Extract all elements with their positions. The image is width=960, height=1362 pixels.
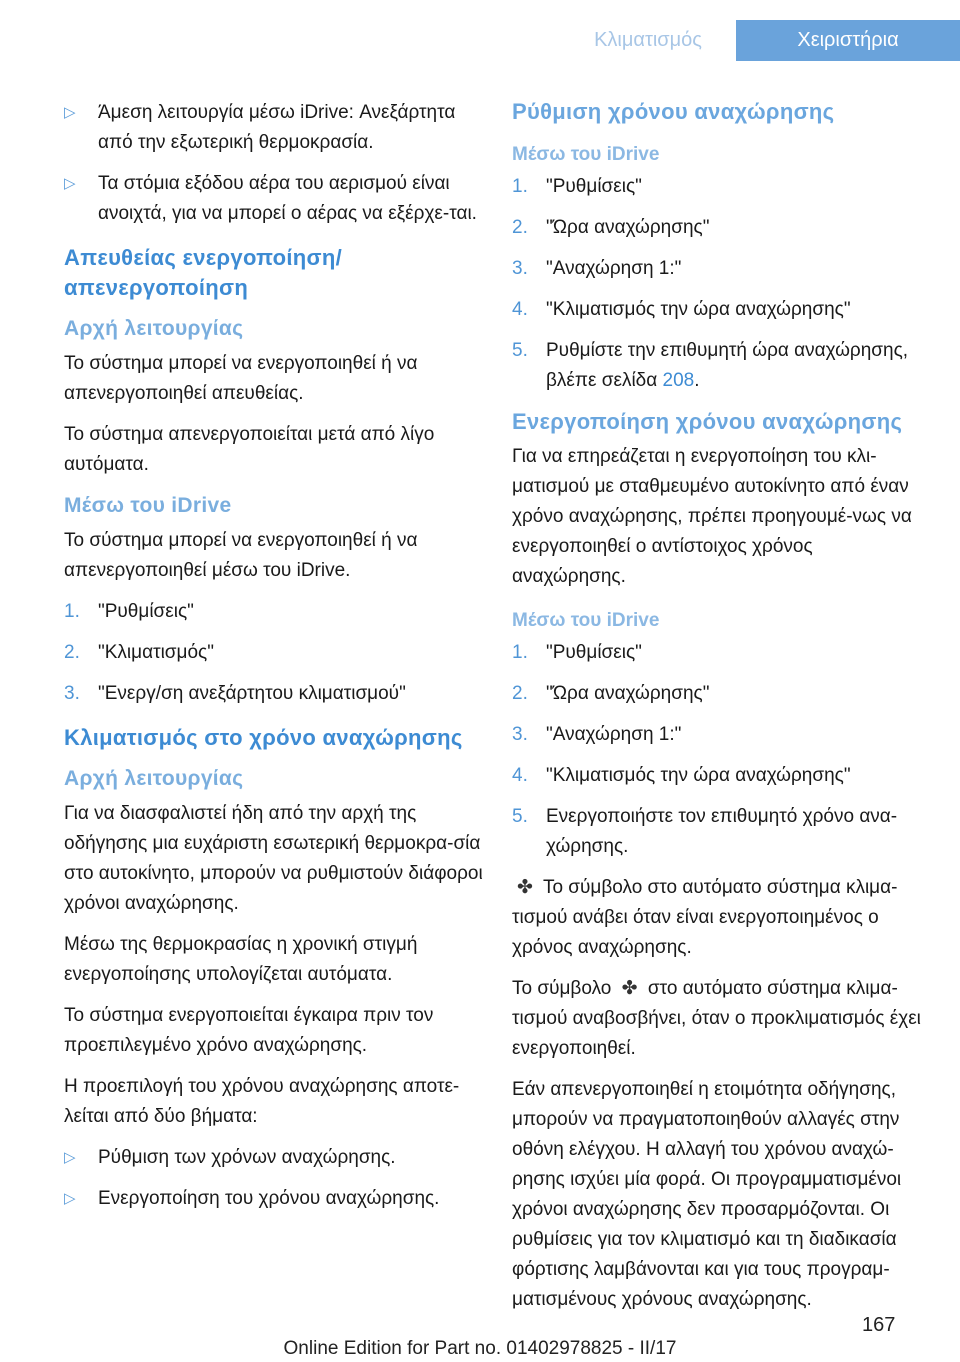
paragraph-symbol-flashing: Το σύμβολο ✤ στο αυτόματο σύστημα κλιμα‐τισμού αναβοσβήνει, όταν ο προκλιματισμός έχει ενεργοποιηθεί. <box>512 974 930 1064</box>
triangle-right-icon: ▷ <box>64 104 76 121</box>
numbered-step: 1. "Ρυθμίσεις" <box>512 642 642 663</box>
heading-via-idrive: Μέσω του iDrive <box>512 610 660 631</box>
paragraph: Μέσω της θερμοκρασίας η χρονική στιγμή ενεργοποίησης υπολογίζεται αυτόματα. <box>64 934 418 985</box>
triangle-right-icon: ▷ <box>64 175 76 192</box>
numbered-step: 2. "Ώρα αναχώρησης" <box>512 217 710 238</box>
bullet-item: ▷ Άμεση λειτουργία μέσω iDrive: Ανεξάρτητα από την εξωτερική θερμοκρασία. <box>64 98 492 158</box>
numbered-step: 3. "Ενεργ/ση ανεξάρτητου κλιματισμού" <box>64 683 406 704</box>
numbered-step: 5. Ρυθμίστε την επιθυμητή ώρα αναχώρησης, βλέπε σελίδα 208. <box>512 340 909 391</box>
numbered-step: 3. "Αναχώρηση 1:" <box>512 258 682 279</box>
paragraph: Η προεπιλογή του χρόνου αναχώρησης αποτε‐λείται από δύο βήματα: <box>64 1076 460 1127</box>
heading-departure-climate: Κλιματισμός στο χρόνο αναχώρησης <box>64 725 463 750</box>
numbered-step: 3. "Αναχώρηση 1:" <box>512 724 682 745</box>
fan-icon: ✤ <box>621 978 638 999</box>
paragraph: Εάν απενεργοποιηθεί η ετοιμότητα οδήγησης, μπορούν να πραγματοποιηθούν αλλαγές στην οθόνη ελέγχου. Η αλλαγή του χρόνου αναχώ‐ρησης ισχύει μία φορά. Οι προγραμματισμένοι χρόνοι αναχώρησης δεν προσαρμόζονται. Οι ρυθμίσεις για τον κλιματισμό και τη διαδικασία φόρτισης λαμβάνονται και για τους προγραμ‐ματισμένους χρόνους αναχώρησης. <box>512 1079 902 1310</box>
triangle-right-icon: ▷ <box>64 1149 76 1166</box>
triangle-right-icon: ▷ <box>64 1190 76 1207</box>
bullet-item: ▷ Τα στόμια εξόδου αέρα του αερισμού είναι ανοιχτά, για να μπορεί ο αέρας να εξέρχε‐ται. <box>64 169 492 229</box>
numbered-step: 1. "Ρυθμίσεις" <box>512 176 642 197</box>
heading-principle: Αρχή λειτουργίας <box>64 767 244 790</box>
paragraph: Το σύστημα ενεργοποιείται έγκαιρα πριν τον προεπιλεγμένο χρόνο αναχώρησης. <box>64 1005 434 1056</box>
heading-via-idrive: Μέσω του iDrive <box>64 494 232 517</box>
numbered-step: 2. "Κλιματισμός" <box>64 642 214 663</box>
numbered-step: 4. "Κλιματισμός την ώρα αναχώρησης" <box>512 299 851 320</box>
paragraph: Για να επηρεάζεται η ενεργοποίηση του κλι‐ματισμού με σταθμευμένο αυτοκίνητο από έναν χρόνο αναχώρησης, πρέπει προηγουμέ‐νως να ενεργοποιηθεί ο αντίστοιχος χρόνος αναχώρησης. <box>512 446 912 587</box>
numbered-step: 5. Ενεργοποιήστε τον επιθυμητό χρόνο ανα‐χώρησης. <box>512 806 898 857</box>
heading-via-idrive: Μέσω του iDrive <box>512 144 660 165</box>
footer-edition: Online Edition for Part no. 01402978825 - II/17 <box>283 1338 677 1359</box>
paragraph: Το σύστημα απενεργοποιείται μετά από λίγο αυτόματα. <box>64 424 435 475</box>
paragraph: Το σύστημα μπορεί να ενεργοποιηθεί ή να απενεργοποιηθεί απευθείας. <box>64 353 418 404</box>
heading-set-departure: Ρύθμιση χρόνου αναχώρησης <box>512 99 835 124</box>
left-column <box>64 98 492 1225</box>
right-column <box>512 98 930 1326</box>
fan-icon: ✤ <box>517 877 533 898</box>
bullet-item: ▷ Ρύθμιση των χρόνων αναχώρησης. <box>64 1143 492 1173</box>
heading-direct-activation: Απευθείας ενεργοποίηση/ απενεργοποίηση <box>64 245 343 300</box>
paragraph-symbol-on: ✤ Το σύμβολο στο αυτόματο σύστημα κλιμα‐τισμού ανάβει όταν είναι ενεργοποιημένος ο χρόνος αναχώρησης. <box>512 873 930 963</box>
heading-activate-departure: Ενεργοποίηση χρόνου αναχώρησης <box>512 409 903 434</box>
header-section: Κλιματισμός <box>594 29 702 51</box>
page-reference-link[interactable]: 208 <box>662 370 695 391</box>
heading-principle: Αρχή λειτουργίας <box>64 317 244 340</box>
numbered-step: 2. "Ώρα αναχώρησης" <box>512 683 710 704</box>
bullet-item: ▷ Ενεργοποίηση του χρόνου αναχώρησης. <box>64 1184 492 1214</box>
page-number: 167 <box>862 1314 896 1336</box>
paragraph: Το σύστημα μπορεί να ενεργοποιηθεί ή να απενεργοποιηθεί μέσω του iDrive. <box>64 530 418 581</box>
paragraph: Για να διασφαλιστεί ήδη από την αρχή της οδήγησης μια ευχάριστη εσωτερική θερμοκρα‐σία στο αυτοκίνητο, μπορούν να ρυθμιστούν διάφοροι χρόνοι αναχώρησης. <box>64 803 483 914</box>
header-chapter-tab: Χειριστήρια <box>736 20 960 61</box>
numbered-step: 1. "Ρυθμίσεις" <box>64 601 194 622</box>
numbered-step: 4. "Κλιματισμός την ώρα αναχώρησης" <box>512 765 851 786</box>
